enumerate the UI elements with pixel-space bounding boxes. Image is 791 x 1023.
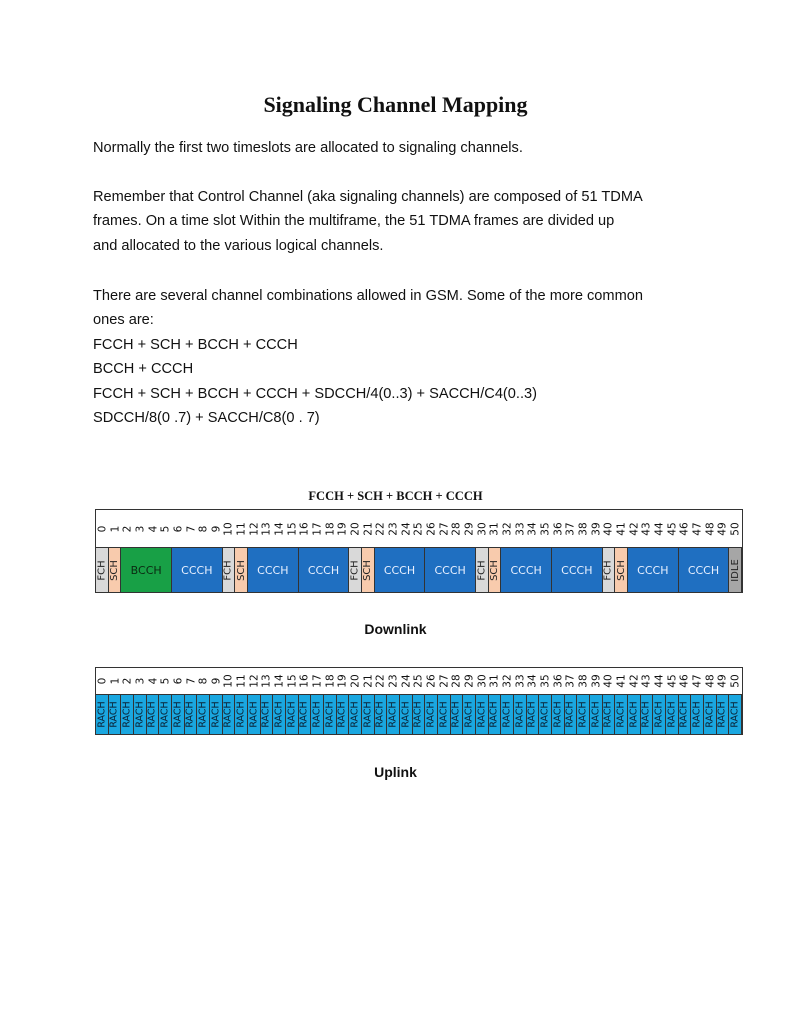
paragraph-2-line: frames. On a time slot Within the multiframe, the 51 TDMA frames are divided up <box>93 213 615 230</box>
frame-number: 27 <box>438 674 451 688</box>
frame-number: 35 <box>539 674 552 688</box>
frame-number: 46 <box>678 674 691 688</box>
channel-cell-rach: RACH <box>590 695 603 734</box>
channel-cell-rach: RACH <box>425 695 438 734</box>
channel-cell-ccch: CCCH <box>172 548 223 592</box>
frame-number: 16 <box>298 521 311 536</box>
frame-number: 14 <box>273 674 286 688</box>
frame-number: 42 <box>628 521 641 536</box>
frame-number: 29 <box>463 521 476 536</box>
downlink-table-title: FCCH + SCH + BCCH + CCCH <box>308 489 483 503</box>
frame-number: 4 <box>146 525 159 532</box>
frame-number: 32 <box>501 521 514 536</box>
frame-number: 21 <box>362 674 375 688</box>
page-title: Signaling Channel Mapping <box>263 92 528 117</box>
frame-number: 13 <box>260 521 273 536</box>
frame-number: 26 <box>425 521 438 536</box>
channel-cell-rach: RACH <box>261 695 274 734</box>
channel-cell-sch: SCH <box>109 548 122 592</box>
frame-number: 7 <box>184 525 197 532</box>
frame-number: 37 <box>564 674 577 688</box>
frame-number: 6 <box>172 677 185 685</box>
frame-number: 7 <box>184 677 197 685</box>
channel-cell-rach: RACH <box>400 695 413 734</box>
paragraph-1 <box>93 136 703 160</box>
channel-cell-rach: RACH <box>210 695 223 734</box>
channel-cell-rach: RACH <box>704 695 717 734</box>
frame-number: 12 <box>248 521 261 536</box>
frame-number: 37 <box>564 521 577 536</box>
frame-number: 33 <box>514 674 527 688</box>
channel-cell-rach: RACH <box>121 695 134 734</box>
frame-number: 15 <box>286 521 299 536</box>
frame-number: 22 <box>374 521 387 536</box>
channel-cell-ccch: CCCH <box>628 548 679 592</box>
frame-number: 17 <box>311 521 324 536</box>
frame-number: 25 <box>412 521 425 536</box>
frame-number: 47 <box>691 521 704 536</box>
channel-cell-rach: RACH <box>185 695 198 734</box>
channel-cell-rach: RACH <box>615 695 628 734</box>
frame-number: 2 <box>121 677 134 685</box>
channel-cell-rach: RACH <box>577 695 590 734</box>
frame-number: 41 <box>615 521 628 536</box>
channel-cell-fch: FCH <box>223 548 236 592</box>
channel-cell-rach: RACH <box>235 695 248 734</box>
frame-number: 34 <box>526 674 539 688</box>
frame-number: 9 <box>210 677 223 685</box>
channel-cell-rach: RACH <box>375 695 388 734</box>
downlink-caption: Downlink <box>364 621 427 637</box>
channel-cell-sch: SCH <box>615 548 628 592</box>
channel-cell-rach: RACH <box>172 695 185 734</box>
frame-number: 23 <box>387 521 400 536</box>
frame-number: 44 <box>653 521 666 536</box>
frame-number: 38 <box>577 674 590 688</box>
channel-cell-rach: RACH <box>134 695 147 734</box>
frame-number: 40 <box>602 674 615 688</box>
frame-number: 19 <box>336 674 349 688</box>
channel-cell-ccch: CCCH <box>552 548 603 592</box>
channel-cell-rach: RACH <box>311 695 324 734</box>
channel-cell-rach: RACH <box>349 695 362 734</box>
frame-number: 8 <box>197 677 210 685</box>
channel-cell-rach: RACH <box>679 695 692 734</box>
frame-number: 17 <box>311 674 324 688</box>
frame-number: 21 <box>362 521 375 536</box>
frame-number: 1 <box>108 525 121 532</box>
downlink-channel-row <box>96 548 742 592</box>
frame-number: 11 <box>235 674 248 688</box>
channel-cell-rach: RACH <box>109 695 122 734</box>
channel-cell-rach: RACH <box>653 695 666 734</box>
frame-number: 16 <box>298 674 311 688</box>
frame-number: 8 <box>197 525 210 532</box>
paragraph-2-line: and allocated to the various logical channels. <box>93 237 384 254</box>
combination-2: BCCH + CCCH <box>93 361 194 378</box>
frame-number: 45 <box>666 521 679 536</box>
combination-1: FCCH + SCH + BCCH + CCCH <box>93 336 298 353</box>
frame-number: 30 <box>476 521 489 536</box>
frame-number: 18 <box>324 521 337 536</box>
frame-number: 11 <box>235 521 248 536</box>
frame-number: 20 <box>349 521 362 536</box>
channel-cell-rach: RACH <box>223 695 236 734</box>
channel-cell-fch: FCH <box>603 548 616 592</box>
frame-number: 3 <box>134 677 147 685</box>
channel-cell-ccch: CCCH <box>299 548 350 592</box>
frame-number: 28 <box>450 674 463 688</box>
channel-cell-rach: RACH <box>641 695 654 734</box>
channel-cell-ccch: CCCH <box>425 548 476 592</box>
channel-cell-rach: RACH <box>337 695 350 734</box>
channel-cell-rach: RACH <box>565 695 578 734</box>
frame-number: 25 <box>412 674 425 688</box>
channel-cell-rach: RACH <box>539 695 552 734</box>
channel-cell-sch: SCH <box>362 548 375 592</box>
paragraph-1-line: Normally the first two timeslots are allocated to signaling channels. <box>93 140 523 156</box>
channel-cell-idle: IDLE <box>729 548 742 592</box>
frame-number: 15 <box>286 674 299 688</box>
channel-cell-rach: RACH <box>438 695 451 734</box>
frame-number: 48 <box>704 521 717 536</box>
frame-number: 22 <box>374 674 387 688</box>
frame-number: 42 <box>628 674 641 688</box>
frame-number: 41 <box>615 674 628 688</box>
channel-cell-rach: RACH <box>603 695 616 734</box>
frame-number: 24 <box>400 674 413 688</box>
frame-number: 2 <box>121 525 134 532</box>
channel-cell-ccch: CCCH <box>248 548 299 592</box>
paragraph-2 <box>93 185 703 258</box>
frame-number: 40 <box>602 521 615 536</box>
frame-number: 48 <box>704 674 717 688</box>
channel-cell-rach: RACH <box>463 695 476 734</box>
frame-number: 20 <box>349 674 362 688</box>
frame-number: 23 <box>387 674 400 688</box>
frame-number: 12 <box>248 674 261 688</box>
frame-number: 38 <box>577 521 590 536</box>
frame-number: 49 <box>716 674 729 688</box>
channel-cell-rach: RACH <box>489 695 502 734</box>
channel-cell-rach: RACH <box>273 695 286 734</box>
channel-cell-rach: RACH <box>299 695 312 734</box>
channel-cell-sch: SCH <box>489 548 502 592</box>
channel-cell-ccch: CCCH <box>501 548 552 592</box>
channel-cell-rach: RACH <box>324 695 337 734</box>
frame-number: 13 <box>260 674 273 688</box>
frame-number: 36 <box>552 674 565 688</box>
frame-number: 10 <box>222 674 235 688</box>
channel-cell-rach: RACH <box>527 695 540 734</box>
channel-cell-ccch: CCCH <box>375 548 426 592</box>
frame-number: 18 <box>324 674 337 688</box>
frame-number: 4 <box>146 677 159 685</box>
downlink-number-row <box>96 510 742 548</box>
channel-cell-ccch: CCCH <box>679 548 730 592</box>
paragraph-3-line: ones are: <box>93 312 154 329</box>
frame-number: 30 <box>476 674 489 688</box>
frame-number: 1 <box>108 677 121 685</box>
frame-number: 31 <box>488 521 501 536</box>
paragraph-3-line: There are several channel combinations allowed in GSM. Some of the more common <box>93 288 643 304</box>
channel-cell-rach: RACH <box>729 695 742 734</box>
frame-number: 5 <box>159 677 172 685</box>
frame-number: 36 <box>552 521 565 536</box>
channel-cell-fch: FCH <box>349 548 362 592</box>
channel-cell-rach: RACH <box>501 695 514 734</box>
frame-number: 5 <box>159 525 172 532</box>
frame-number: 35 <box>539 521 552 536</box>
paragraph-3 <box>93 284 703 430</box>
downlink-frame-table <box>95 509 743 593</box>
channel-cell-fch: FCH <box>476 548 489 592</box>
frame-number: 9 <box>210 525 223 532</box>
uplink-frame-table <box>95 667 743 735</box>
frame-number: 39 <box>590 521 603 536</box>
channel-cell-sch: SCH <box>235 548 248 592</box>
channel-cell-rach: RACH <box>666 695 679 734</box>
channel-cell-bcch: BCCH <box>121 548 172 592</box>
frame-number: 29 <box>463 674 476 688</box>
frame-number: 43 <box>640 674 653 688</box>
channel-cell-fch: FCH <box>96 548 109 592</box>
frame-number: 19 <box>336 521 349 536</box>
uplink-caption: Uplink <box>374 764 417 780</box>
frame-number: 43 <box>640 521 653 536</box>
frame-number: 33 <box>514 521 527 536</box>
uplink-channel-row <box>96 695 742 734</box>
channel-cell-rach: RACH <box>362 695 375 734</box>
channel-cell-rach: RACH <box>387 695 400 734</box>
channel-cell-rach: RACH <box>691 695 704 734</box>
channel-cell-rach: RACH <box>717 695 730 734</box>
channel-cell-rach: RACH <box>248 695 261 734</box>
frame-number: 28 <box>450 521 463 536</box>
frame-number: 0 <box>96 677 109 685</box>
frame-number: 46 <box>678 521 691 536</box>
channel-cell-rach: RACH <box>552 695 565 734</box>
frame-number: 34 <box>526 521 539 536</box>
frame-number: 49 <box>716 521 729 536</box>
channel-cell-rach: RACH <box>451 695 464 734</box>
frame-number: 10 <box>222 521 235 536</box>
frame-number: 31 <box>488 674 501 688</box>
combination-3: FCCH + SCH + BCCH + CCCH + SDCCH/4(0..3) + SACCH/C4(0..3) <box>93 385 537 402</box>
uplink-number-row <box>96 668 742 695</box>
frame-number: 45 <box>666 674 679 688</box>
channel-cell-rach: RACH <box>514 695 527 734</box>
channel-cell-rach: RACH <box>197 695 210 734</box>
frame-number: 26 <box>425 674 438 688</box>
frame-number: 44 <box>653 674 666 688</box>
channel-cell-rach: RACH <box>147 695 160 734</box>
frame-number: 32 <box>501 674 514 688</box>
frame-number: 24 <box>400 521 413 536</box>
frame-number: 47 <box>691 674 704 688</box>
channel-cell-rach: RACH <box>159 695 172 734</box>
frame-number: 3 <box>134 525 147 532</box>
frame-number: 50 <box>729 521 742 536</box>
frame-number: 39 <box>590 674 603 688</box>
paragraph-2-line: Remember that Control Channel (aka signaling channels) are composed of 51 TDMA <box>93 189 643 205</box>
channel-cell-rach: RACH <box>476 695 489 734</box>
channel-cell-rach: RACH <box>286 695 299 734</box>
frame-number: 0 <box>96 525 109 532</box>
combination-4: SDCCH/8(0 .7) + SACCH/C8(0 . 7) <box>93 410 320 427</box>
channel-cell-rach: RACH <box>628 695 641 734</box>
channel-cell-rach: RACH <box>413 695 426 734</box>
frame-number: 14 <box>273 521 286 536</box>
channel-cell-rach: RACH <box>96 695 109 734</box>
frame-number: 6 <box>172 525 185 532</box>
frame-number: 50 <box>729 674 742 688</box>
frame-number: 27 <box>438 521 451 536</box>
